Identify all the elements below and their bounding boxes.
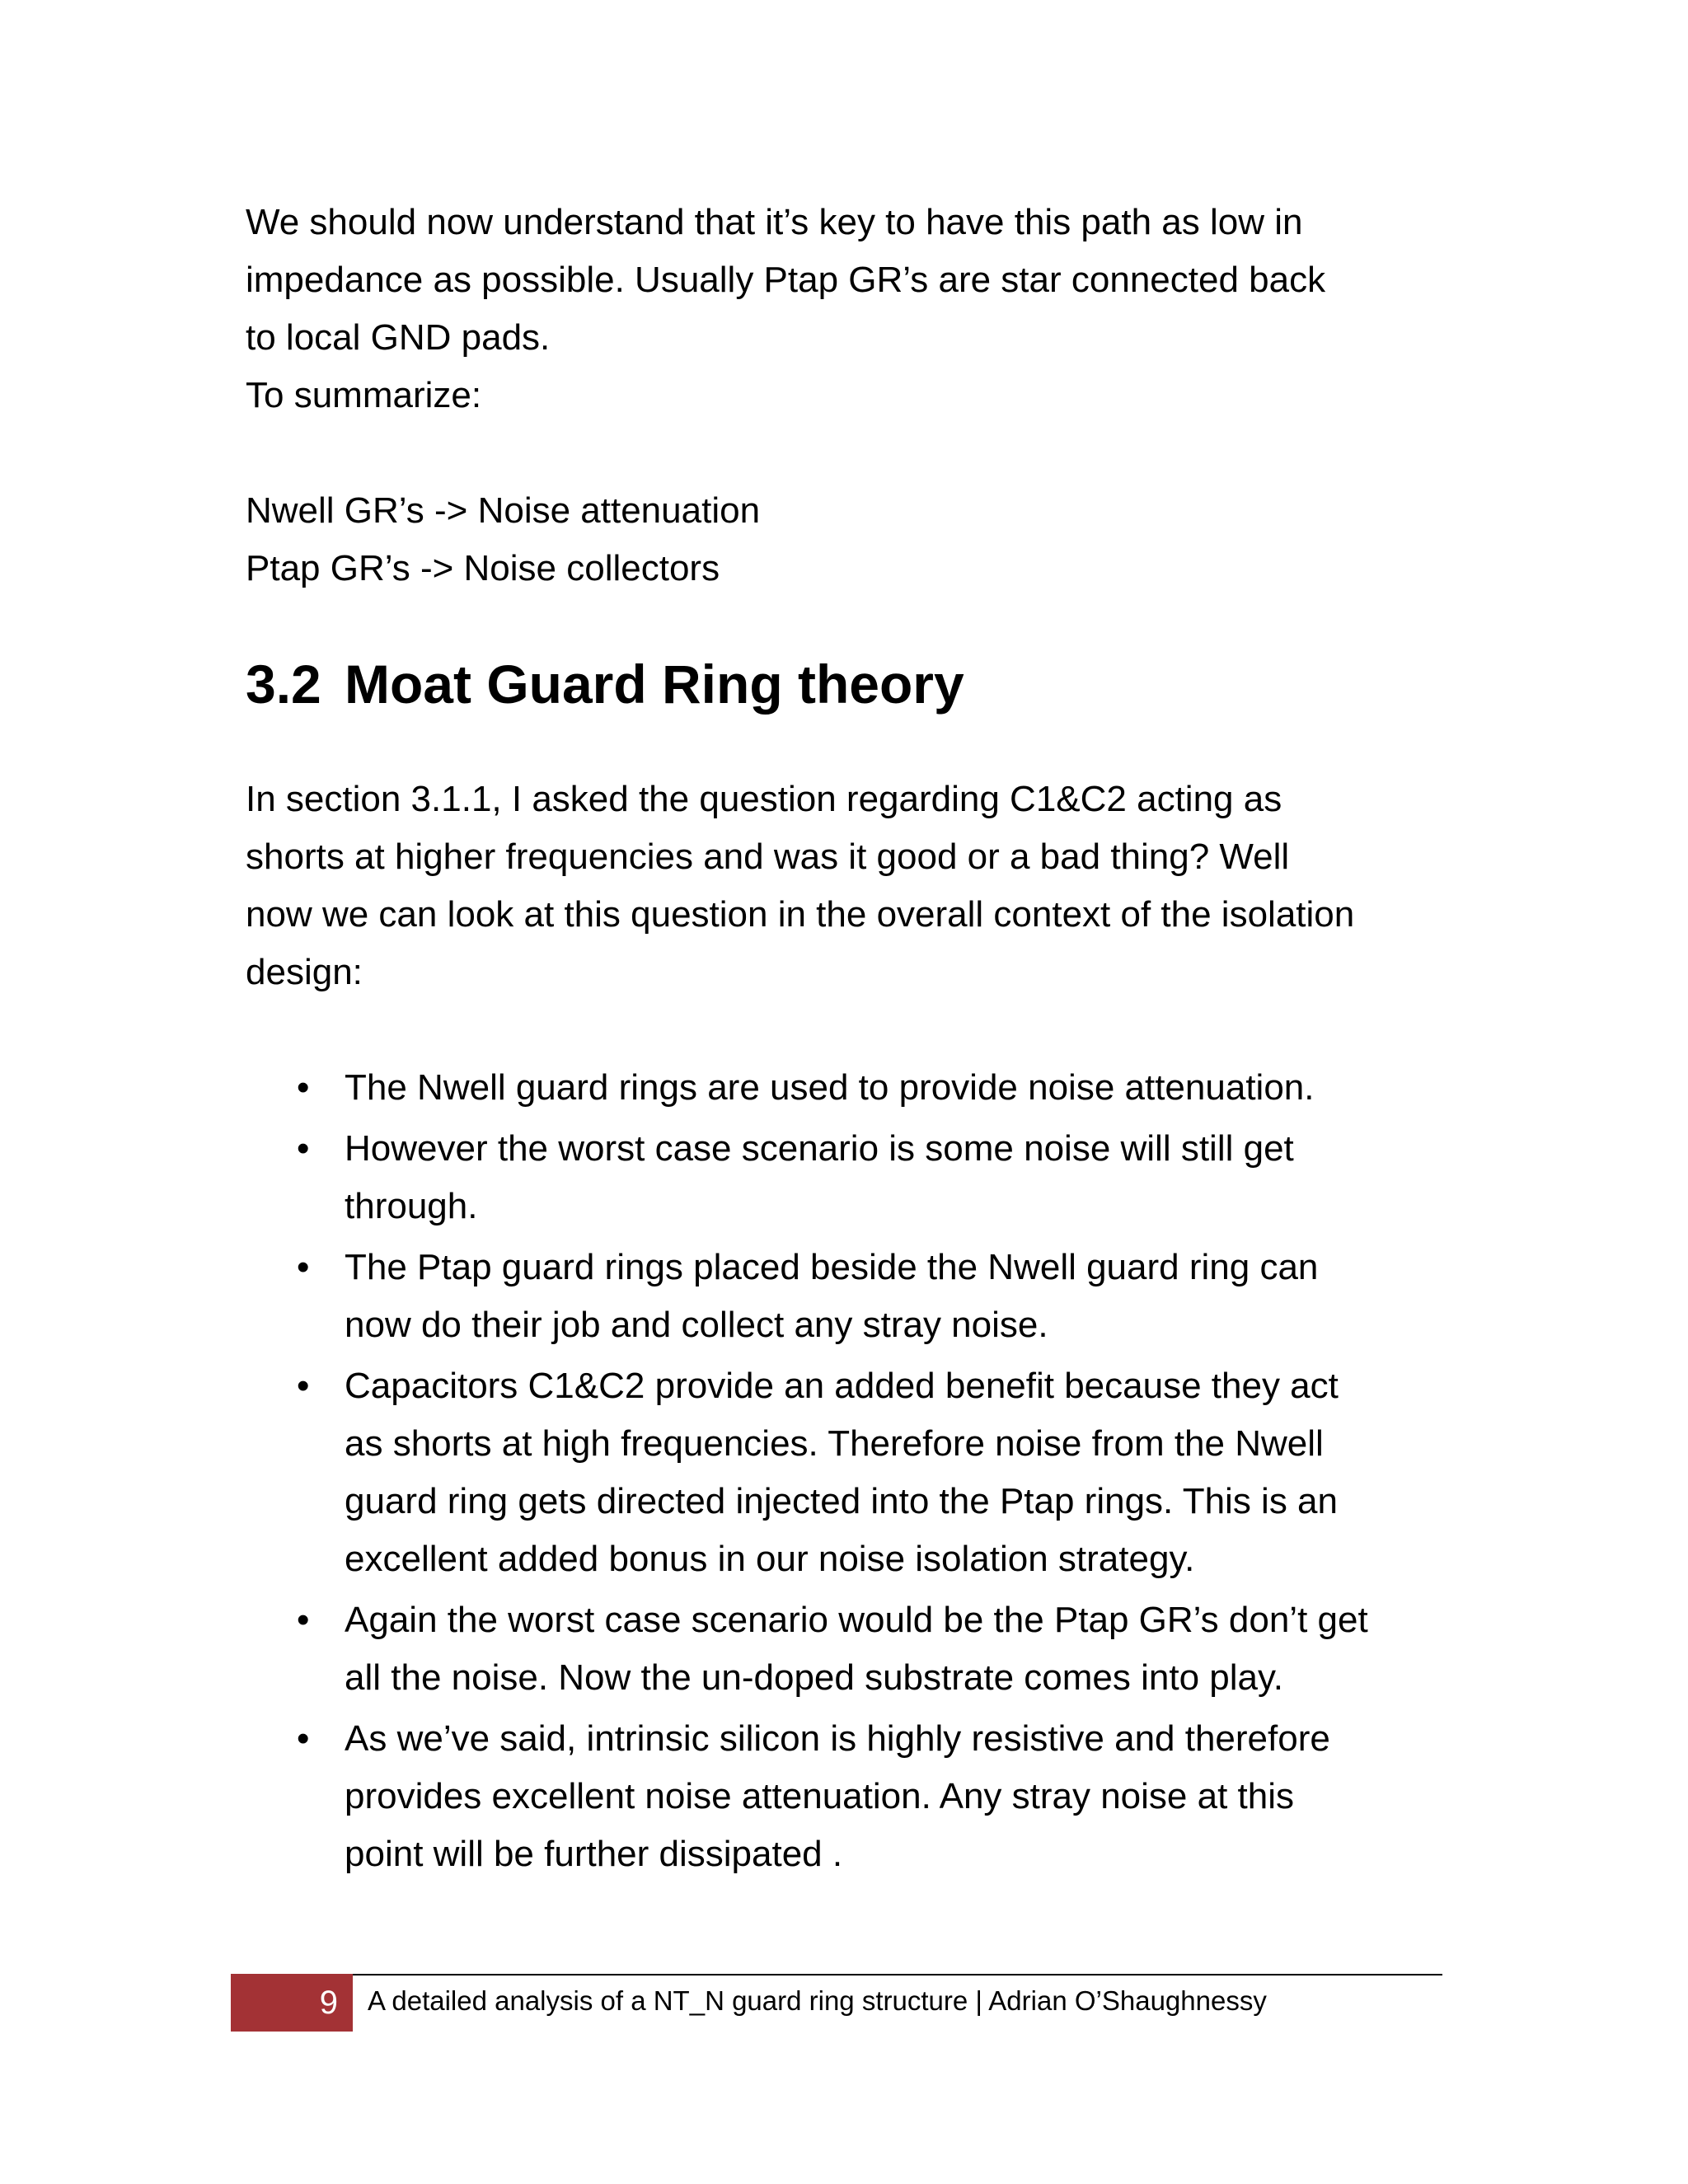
summary-line: Ptap GR’s -> Noise collectors [246,548,720,588]
bullet-marker: • [297,1247,310,1287]
bullet-line: The Ptap guard rings placed beside the Nwell guard ring can [345,1247,1319,1287]
bullet-line: Again the worst case scenario would be the Ptap GR’s don’t get [345,1600,1368,1640]
bullet-item [246,1710,1457,1883]
page-body [246,194,1457,1886]
page-number-box [231,1974,353,2032]
bullet-line: Capacitors C1&C2 provide an added benefit because they act [345,1366,1339,1406]
bullet-line: As we’ve said, intrinsic silicon is highly resistive and therefore [345,1718,1330,1759]
intro-paragraph [246,194,1457,424]
intro-line: to local GND pads. [246,317,551,358]
bullet-marker: • [297,1718,310,1759]
bullet-item [246,1591,1457,1707]
bullet-item [246,1239,1457,1354]
section-line: now we can look at this question in the overall context of the isolation [246,894,1355,935]
bullet-line: The Nwell guard rings are used to provide noise attenuation. [345,1067,1315,1108]
bullet-line: provides excellent noise attenuation. Any stray noise at this [345,1776,1295,1816]
bullet-line: point will be further dissipated . [345,1834,843,1874]
section-number: 3.2 [246,654,321,715]
bullet-marker: • [297,1366,310,1406]
bullet-item [246,1120,1457,1235]
summary-block [246,482,1457,598]
bullet-item [246,1059,1457,1117]
bullet-line: all the noise. Now the un-doped substrate comes into play. [345,1657,1283,1698]
section-line: In section 3.1.1, I asked the question regarding C1&C2 acting as [246,779,1282,819]
bullet-marker: • [297,1600,310,1640]
bullet-marker: • [297,1067,310,1108]
bullet-line: However the worst case scenario is some noise will still get [345,1128,1294,1169]
page-footer [231,1974,1442,2032]
intro-line: impedance as possible. Usually Ptap GR’s are star connected back [246,260,1326,300]
bullet-line: excellent added bonus in our noise isolation strategy. [345,1539,1195,1579]
bullet-line: guard ring gets directed injected into the Ptap rings. This is an [345,1481,1338,1521]
intro-line: We should now understand that it’s key to have this path as low in [246,202,1303,242]
summary-line: Nwell GR’s -> Noise attenuation [246,490,761,531]
bullet-line: through. [345,1186,478,1226]
section-line: design: [246,952,363,992]
intro-line: To summarize: [246,375,482,415]
footer-text: A detailed analysis of a NT_N guard ring structure | Adrian O’Shaughnessy [368,1985,1267,2016]
bullet-item [246,1357,1457,1588]
bullet-list [246,1059,1457,1883]
section-title: Moat Guard Ring theory [345,654,964,715]
bullet-line: as shorts at high frequencies. Therefore noise from the Nwell [345,1423,1324,1464]
bullet-line: now do their job and collect any stray noise. [345,1305,1048,1345]
section-paragraph [246,771,1457,1001]
section-heading [246,655,1457,713]
page-number: 9 [319,1985,338,2021]
section-line: shorts at higher frequencies and was it good or a bad thing? Well [246,837,1290,877]
bullet-marker: • [297,1128,310,1169]
footer-rule [353,1974,1442,1975]
